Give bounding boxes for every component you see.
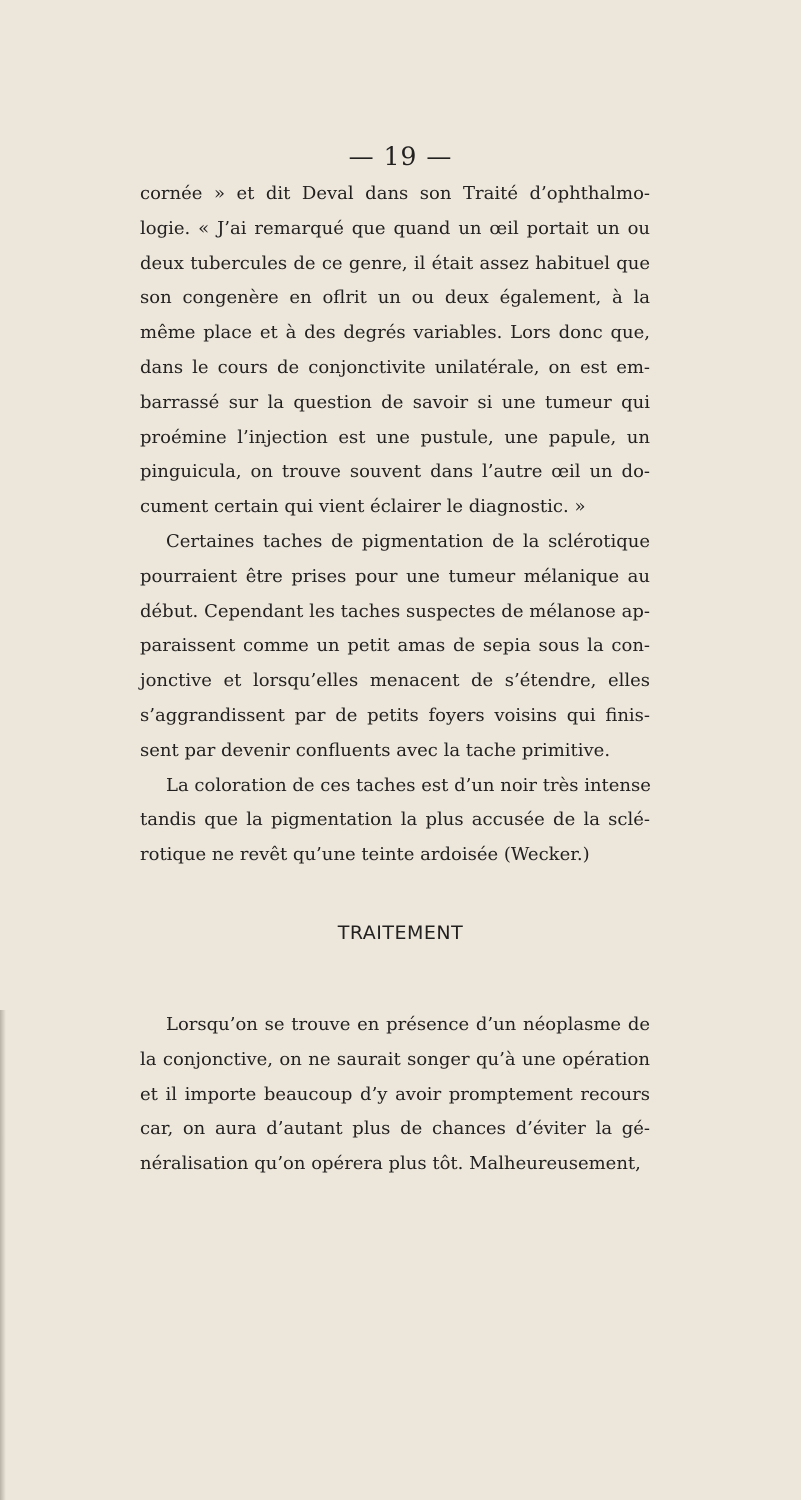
text-line: logie. « J’ai remarqué que quand un œil portait un ou bbox=[140, 217, 650, 239]
text-line: tandis que la pigmentation la plus accusée de la sclé- bbox=[140, 809, 650, 831]
text-line: La coloration de ces taches est d’un noir très intense bbox=[166, 774, 651, 796]
text-line: car, on aura d’autant plus de chances d’éviter la gé- bbox=[140, 1118, 650, 1140]
text-line: deux tubercules de ce genre, il était assez habituel que bbox=[140, 252, 650, 274]
text-line: Lorsqu’on se trouve en présence d’un néoplasme de bbox=[166, 1014, 650, 1035]
body-text-bottom bbox=[140, 1008, 650, 1182]
text-line: Certaines taches de pigmentation de la sclérotique bbox=[166, 530, 650, 552]
text-line: la conjonctive, on ne saurait songer qu’à une opération bbox=[140, 1048, 650, 1070]
text-line: rotique ne revêt qu’une teinte ardoisée (Wecker.) bbox=[140, 844, 590, 866]
text-line: son congenère en oflrit un ou deux également, à la bbox=[140, 287, 650, 309]
text-line: néralisation qu’on opérera plus tôt. Malheureusement, bbox=[140, 1153, 641, 1175]
text-line: cornée » et dit Deval dans son Traité d’ophthalmo- bbox=[140, 183, 650, 204]
text-line: jonctive et lorsqu’elles menacent de s’étendre, elles bbox=[140, 670, 650, 692]
text-line: proémine l’injection est une pustule, une papule, un bbox=[140, 426, 650, 448]
text-line: paraissent comme un petit amas de sepia sous la con- bbox=[140, 635, 650, 657]
text-line: et il importe beaucoup d’y avoir promptement recours bbox=[140, 1083, 650, 1105]
text-line: même place et à des degrés variables. Lors donc que, bbox=[140, 322, 650, 344]
text-line: pinguicula, on trouve souvent dans l’autre œil un do- bbox=[140, 461, 650, 483]
page-number: — 19 — bbox=[348, 142, 453, 171]
text-line: dans le cours de conjonctivite unilatérale, on est em- bbox=[140, 356, 650, 378]
body-text-top bbox=[140, 177, 650, 873]
text-line: barrassé sur la question de savoir si une tumeur qui bbox=[140, 391, 650, 413]
section-heading: TRAITEMENT bbox=[337, 922, 464, 944]
text-line: cument certain qui vient éclairer le diagnostic. » bbox=[140, 496, 586, 518]
text-line: sent par devenir confluents avec la tache primitive. bbox=[140, 739, 611, 761]
text-line: début. Cependant les taches suspectes de mélanose ap- bbox=[140, 600, 650, 622]
text-line: s’aggrandissent par de petits foyers voisins qui finis- bbox=[140, 704, 650, 726]
page-edge-shadow bbox=[0, 1010, 6, 1500]
text-line: pourraient être prises pour une tumeur mélanique au bbox=[140, 565, 650, 587]
